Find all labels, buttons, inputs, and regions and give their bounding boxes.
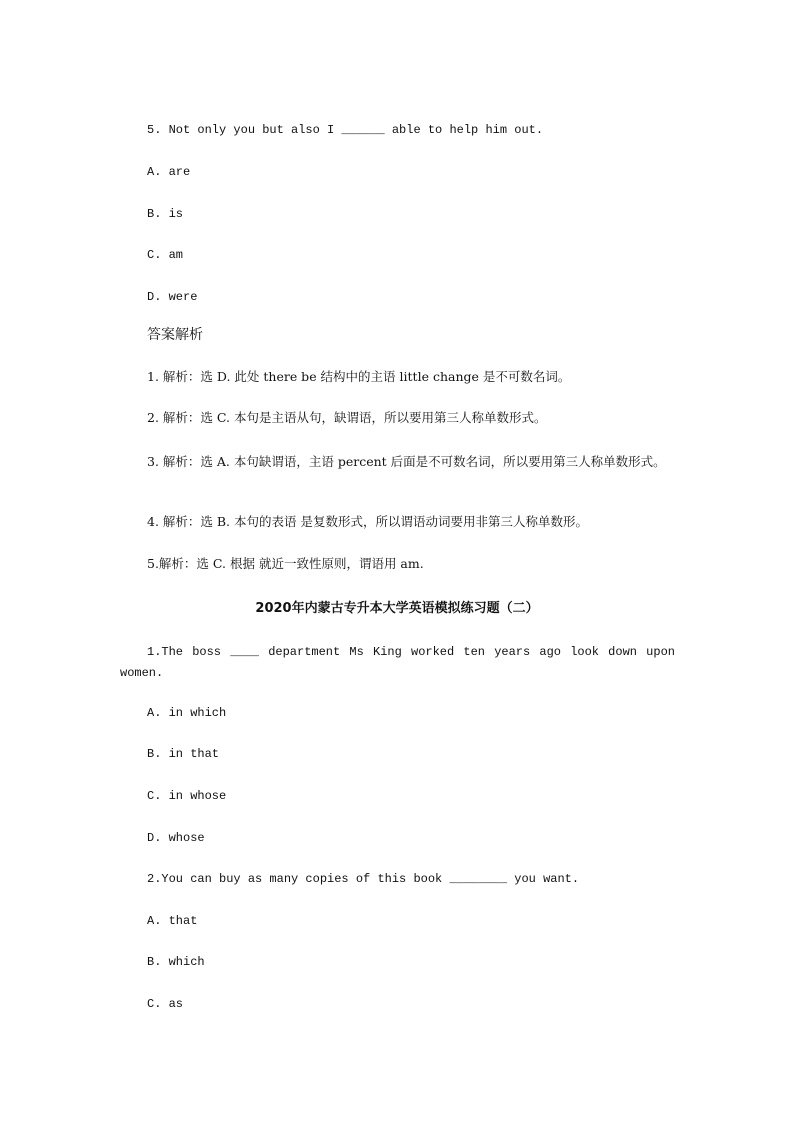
answer-3: 3. 解析：选 A. 本句缺谓语，主语 percent 后面是不可数名词，所以要用第三人称单数形式。 — [147, 454, 666, 469]
answers-heading: 答案解析 — [147, 327, 203, 343]
section-2-question-1-option-a: A. in which — [147, 706, 227, 720]
answer-5: 5.解析：选 C. 根据 就近一致性原则，谓语用 am. — [147, 556, 424, 571]
answer-2: 2. 解析：选 C. 本句是主语从句，缺谓语，所以要用第三人称单数形式。 — [147, 410, 547, 425]
section-2-question-1-stem: 1.The boss ____ department Ms King worked ten years ago look down upon women. — [120, 645, 675, 680]
section-2-question-1-option-c: C. in whose — [147, 789, 227, 803]
section-2-question-2-option-a: A. that — [147, 914, 198, 928]
question-5-option-a: A. are — [147, 165, 191, 179]
question-5-stem: 5. Not only you but also I ______ able to help him out. — [147, 123, 544, 137]
answer-1: 1. 解析：选 D. 此处 there be 结构中的主语 little change 是不可数名词。 — [147, 369, 571, 384]
section-2-question-1-option-b: B. in that — [147, 747, 220, 761]
question-5-option-b: B. is — [147, 207, 184, 221]
question-5-option-d: D. were — [147, 290, 198, 304]
section-2-title: 2020年内蒙古专升本大学英语模拟练习题（二） — [255, 601, 539, 616]
answer-4: 4. 解析：选 B. 本句的表语 是复数形式，所以谓语动词要用非第三人称单数形。 — [147, 514, 588, 529]
question-5-option-c: C. am — [147, 248, 184, 262]
section-2-question-1-option-d: D. whose — [147, 831, 205, 845]
section-2-question-2-option-b: B. which — [147, 955, 205, 969]
section-2-question-2-stem: 2.You can buy as many copies of this book ________ you want. — [147, 872, 580, 886]
section-2-question-2-option-c: C. as — [147, 997, 184, 1011]
